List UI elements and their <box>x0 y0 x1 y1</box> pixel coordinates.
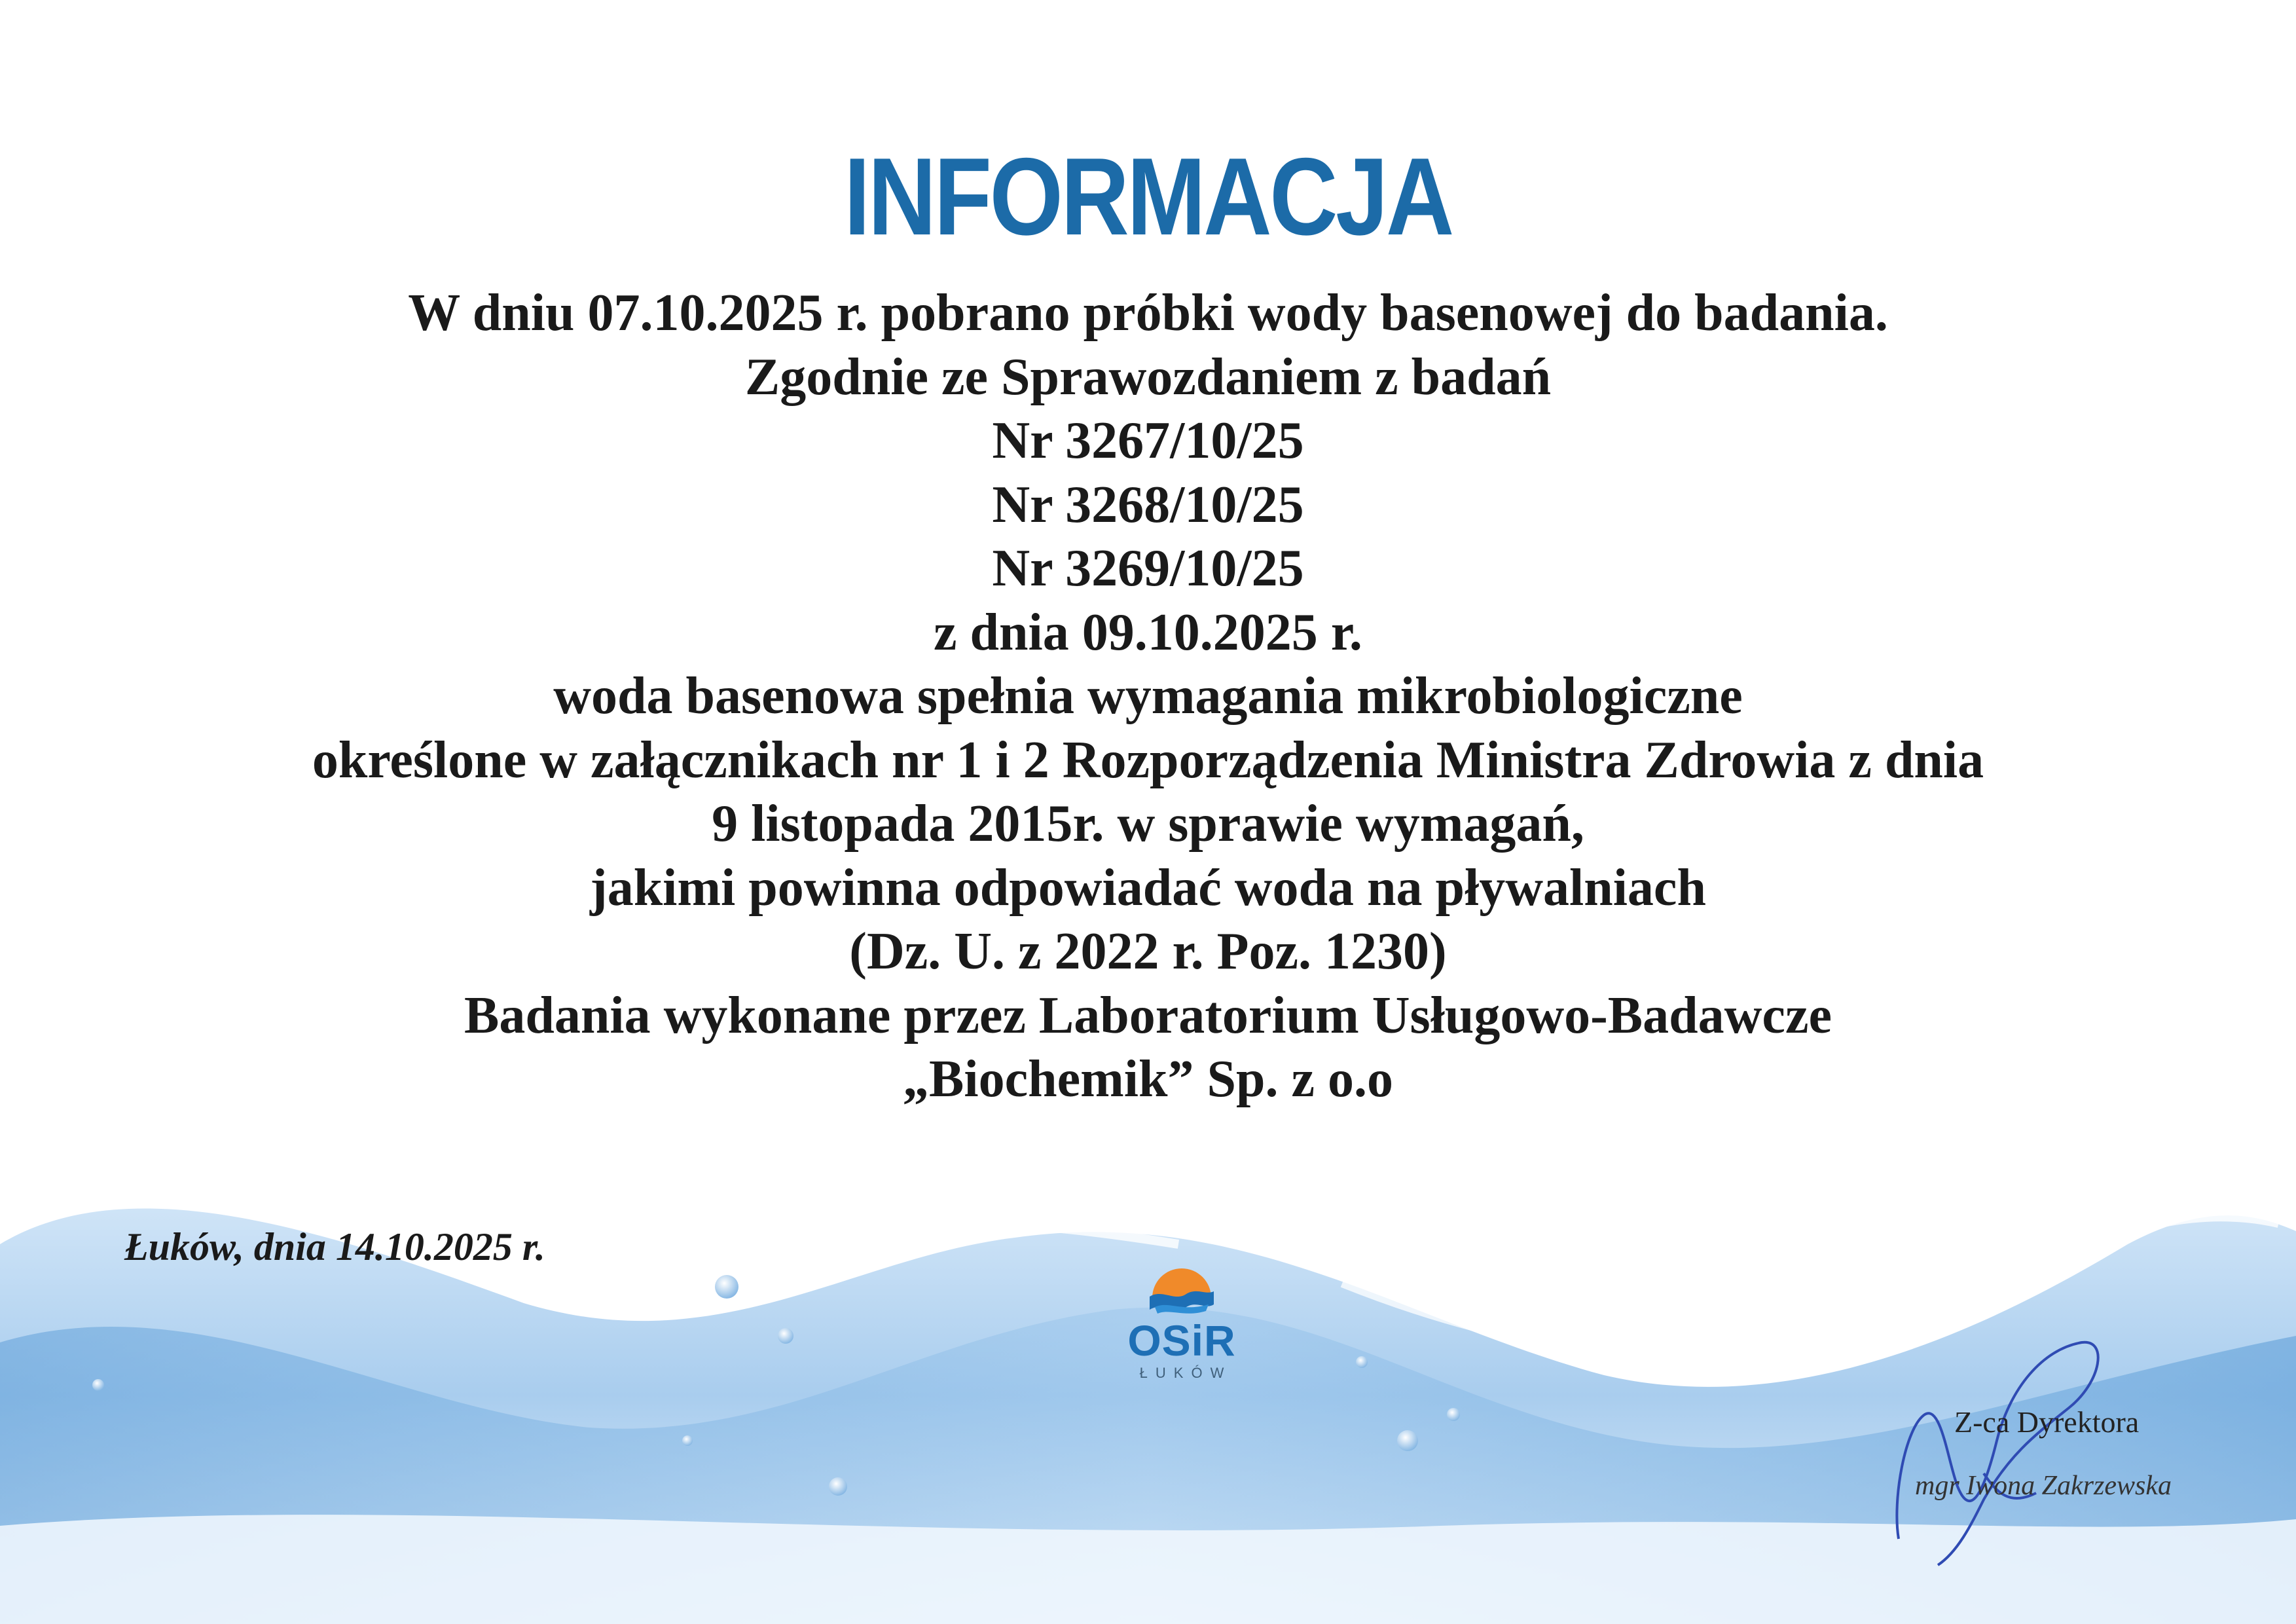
body-line: jakimi powinna odpowiadać woda na pływalniach <box>590 858 1706 917</box>
body-line: Nr 3268/10/25 <box>992 475 1304 534</box>
body-line: „Biochemik” Sp. z o.o <box>903 1050 1393 1108</box>
body-line: Badania wykonane przez Laboratorium Usługowo-Badawcze <box>464 986 1832 1044</box>
body-line: (Dz. U. z 2022 r. Poz. 1230) <box>849 923 1447 980</box>
signatory-name: mgr Iwona Zakrzewska <box>1915 1471 2172 1501</box>
handwritten-signature <box>1886 1329 2187 1578</box>
body-line: Zgodnie ze Sprawozdaniem z badań <box>744 348 1552 406</box>
logo-name: OSiR <box>1127 1316 1236 1365</box>
osir-logo <box>1106 1264 1257 1382</box>
body-line: 9 listopada 2015r. w sprawie wymagań, <box>712 795 1584 853</box>
body-line: woda basenowa spełnia wymagania mikrobiologiczne <box>553 667 1743 725</box>
body-line: W dniu 07.10.2025 r. pobrano próbki wody basenowej do badania. <box>408 284 1888 342</box>
logo-town: ŁUKÓW <box>1139 1365 1232 1381</box>
body-line: Nr 3269/10/25 <box>992 540 1304 597</box>
body-line: Nr 3267/10/25 <box>992 412 1304 470</box>
sun-over-waves-icon <box>1146 1264 1218 1316</box>
signatory-role: Z-ca Dyrektora <box>1954 1405 2140 1439</box>
body-line: z dnia 09.10.2025 r. <box>934 603 1362 661</box>
page-title: INFORMACJA <box>844 135 1452 258</box>
place-and-date: Łuków, dnia 14.10.2025 r. <box>124 1225 545 1268</box>
notice-body <box>0 282 2296 1112</box>
body-line: określone w załącznikach nr 1 i 2 Rozporządzenia Ministra Zdrowia z dnia <box>312 731 1984 789</box>
